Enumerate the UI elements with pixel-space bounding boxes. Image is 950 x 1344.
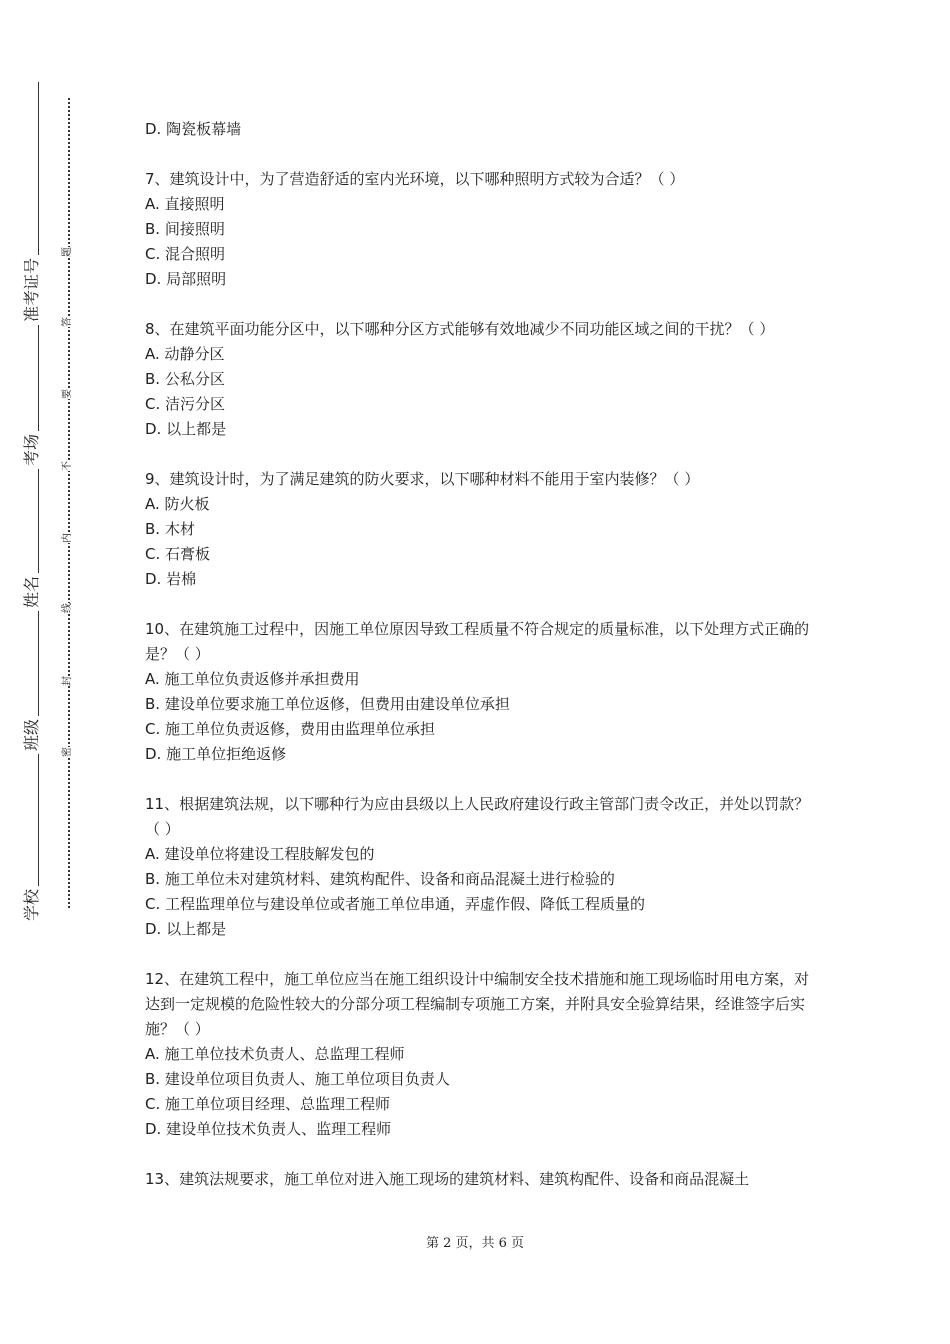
- binding-solid-line: [38, 82, 39, 912]
- option-text: C. 施工单位项目经理、总监理工程师: [145, 1095, 391, 1113]
- option-text: A. 动静分区: [145, 345, 225, 363]
- option-text: D. 施工单位拒绝返修: [145, 745, 287, 763]
- seal-char: 内: [62, 533, 73, 543]
- question-stem: 11、根据建筑法规，以下哪种行为应由县级以上人民政府建设行政主管部门责令改正，并处以罚款？（ ）: [145, 795, 810, 838]
- seal-char: 密: [62, 747, 73, 757]
- binding-dotted-line: [68, 98, 70, 908]
- option-text: B. 公私分区: [145, 370, 225, 388]
- option-text: D. 以上都是: [145, 420, 227, 438]
- question-stem: 13、建筑法规要求，施工单位对进入施工现场的建筑材料、建筑构配件、设备和商品混凝土: [145, 1170, 750, 1188]
- page-footer: 第 2 页，共 6 页: [425, 1236, 525, 1251]
- option-text: D. 陶瓷板幕墙: [145, 120, 242, 138]
- option-text: C. 施工单位负责返修，费用由监理单位承担: [145, 720, 436, 738]
- admission-number-label: 准考证号: [24, 255, 40, 325]
- question-stem: 7、建筑设计中，为了营造舒适的室内光环境，以下哪种照明方式较为合适？（ ）: [145, 170, 685, 188]
- option-text: D. 建设单位技术负责人、监理工程师: [145, 1120, 392, 1138]
- option-text: D. 局部照明: [145, 270, 227, 288]
- seal-char: 封: [62, 676, 73, 686]
- option-text: A. 施工单位技术负责人、总监理工程师: [145, 1045, 405, 1063]
- question-stem: 9、建筑设计时，为了满足建筑的防火要求，以下哪种材料不能用于室内装修？（ ）: [145, 470, 700, 488]
- option-text: C. 工程监理单位与建设单位或者施工单位串通，弄虚作假、降低工程质量的: [145, 895, 646, 913]
- carry-over-block: [145, 117, 810, 142]
- option-text: B. 施工单位未对建筑材料、建筑构配件、设备和商品混凝土进行检验的: [145, 870, 615, 888]
- question-12: [145, 967, 810, 1142]
- option-text: D. 以上都是: [145, 920, 227, 938]
- question-11: [145, 792, 810, 942]
- option-text: A. 建设单位将建设工程肢解发包的: [145, 845, 375, 863]
- question-7: [145, 167, 810, 292]
- option-text: A. 直接照明: [145, 195, 225, 213]
- option-text: B. 建设单位项目负责人、施工单位项目负责人: [145, 1070, 450, 1088]
- seal-char: 不: [62, 461, 73, 471]
- option-text: C. 石膏板: [145, 545, 211, 563]
- option-text: D. 岩棉: [145, 570, 197, 588]
- option-text: B. 间接照明: [145, 220, 225, 238]
- question-stem: 12、在建筑工程中，施工单位应当在施工组织设计中编制安全技术措施和施工现场临时用电方案，对达到一定规模的危险性较大的分部分项工程编制专项施工方案，并附具安全验算结果，经谁签字后实施？（ ）: [145, 970, 810, 1038]
- question-9: [145, 467, 810, 592]
- class-label: 班级: [24, 716, 40, 754]
- option-text: A. 施工单位负责返修并承担费用: [145, 670, 360, 688]
- option-text: B. 建设单位要求施工单位返修，但费用由建设单位承担: [145, 695, 510, 713]
- exam-room-label: 考场: [24, 431, 40, 469]
- seal-char: 答: [62, 317, 73, 327]
- option-text: C. 洁污分区: [145, 395, 226, 413]
- question-content: [145, 117, 810, 1217]
- option-text: C. 混合照明: [145, 245, 226, 263]
- seal-char: 要: [62, 389, 73, 399]
- binding-margin: [0, 0, 110, 1344]
- seal-char: 题: [62, 247, 73, 257]
- question-stem: 10、在建筑施工过程中，因施工单位原因导致工程质量不符合规定的质量标准，以下处理方式正确的是？（ ）: [145, 620, 810, 663]
- option-text: A. 防火板: [145, 495, 210, 513]
- question-13: [145, 1167, 810, 1192]
- school-label: 学校: [24, 886, 40, 924]
- question-8: [145, 317, 810, 442]
- question-stem: 8、在建筑平面功能分区中，以下哪种分区方式能够有效地减少不同功能区域之间的干扰？（ ）: [145, 320, 775, 338]
- seal-char: 线: [62, 603, 73, 613]
- question-10: [145, 617, 810, 767]
- name-label: 姓名: [24, 573, 40, 611]
- option-text: B. 木材: [145, 520, 195, 538]
